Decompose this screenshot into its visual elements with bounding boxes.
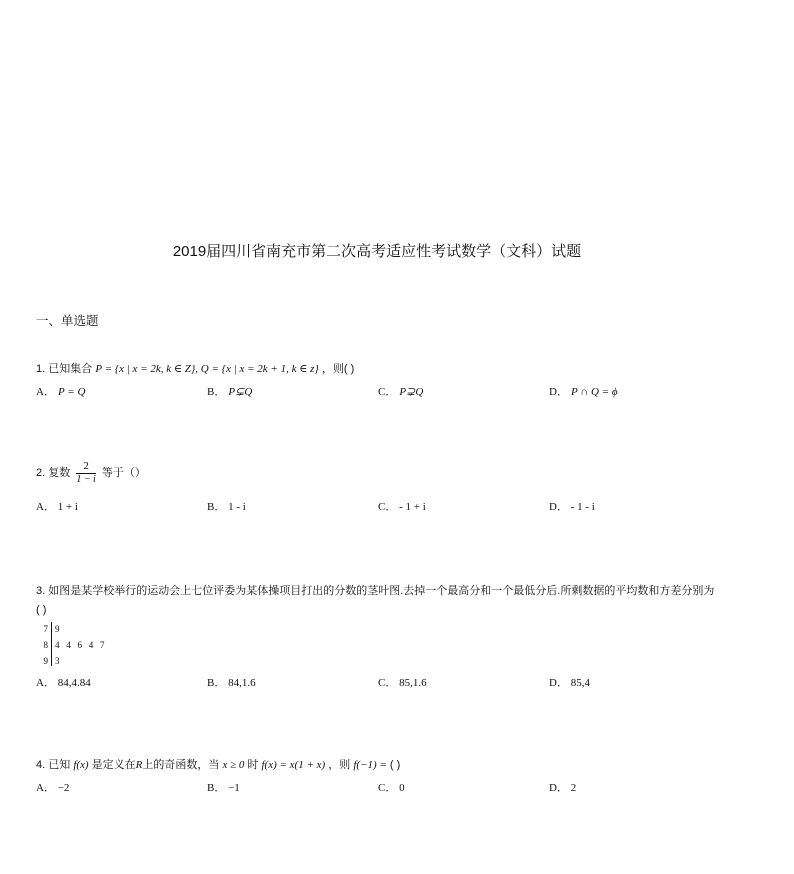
stem: 8 [43, 640, 48, 650]
question-text: 已知 [48, 759, 71, 771]
question-1 [36, 360, 354, 376]
question-text: ( ) [389, 759, 401, 771]
math-expression: f(−1) = [353, 759, 387, 771]
question-text: 复数 [48, 466, 71, 479]
question-text: 时 [247, 759, 259, 771]
question-text: ，则( ) [321, 363, 355, 375]
proper-superset-symbol: ⊋ [406, 386, 416, 398]
option-b[interactable]: B． 84,1.6 [207, 677, 256, 689]
math-expression: P = {x | x = 2k, k ∈ Z}, Q = {x | x = 2k + 1, k ∈ z} [95, 363, 319, 375]
leaves: 4 4 6 4 7 [55, 640, 105, 650]
option-c[interactable]: C． 85,1.6 [378, 677, 427, 689]
math-expression: R [135, 759, 143, 771]
question-text: 是定义在 [91, 759, 136, 771]
option-d[interactable]: D． - 1 - i [549, 501, 595, 513]
fraction-denominator: 1 − i [76, 474, 96, 485]
math-expression: x ≥ 0 [222, 759, 245, 771]
option-c[interactable]: C． P⊋Q [378, 386, 424, 398]
proper-subset-symbol: ⊊ [235, 386, 245, 398]
leaves: 9 [55, 624, 60, 634]
question-3-answer-bracket: ( ) [36, 604, 47, 616]
fraction [76, 460, 96, 486]
option-c[interactable]: C． 0 [378, 782, 405, 794]
option-c[interactable]: C． - 1 + i [378, 501, 426, 513]
option-a[interactable]: A． P = Q [36, 386, 86, 398]
option-a[interactable]: A． 84,4.84 [36, 677, 91, 689]
question-text: 已知集合 [48, 363, 93, 375]
leaves: 3 [55, 656, 60, 666]
option-b[interactable]: B． P⊊Q [207, 386, 253, 398]
page-title: 2019届四川省南充市第二次高考适应性考试数学（文科）试题 [172, 243, 582, 260]
stem: 9 [43, 656, 48, 666]
option-a[interactable]: A． −2 [36, 782, 70, 794]
question-number: 3. [36, 585, 46, 597]
question-number: 2. [36, 466, 46, 479]
question-4 [36, 756, 400, 772]
option-d[interactable]: D． P ∩ Q = ϕ [549, 386, 618, 398]
question-number: 1. [36, 363, 46, 375]
question-3 [36, 582, 714, 598]
option-b[interactable]: B． −1 [207, 782, 240, 794]
option-a[interactable]: A． 1 + i [36, 501, 78, 513]
math-expression: f(x) = x(1 + x) [261, 759, 326, 771]
option-d[interactable]: D． 2 [549, 782, 577, 794]
question-text: ，则 [328, 759, 351, 771]
section-heading: 一、单选题 [36, 314, 99, 328]
stem: 7 [43, 624, 48, 634]
question-number: 4. [36, 759, 46, 771]
fraction-numerator: 2 [76, 460, 96, 474]
question-2 [36, 460, 146, 486]
option-b[interactable]: B． 1 - i [207, 501, 246, 513]
question-text: 等于（） [101, 466, 146, 479]
option-d[interactable]: D． 85,4 [549, 677, 590, 689]
stem-leaf-divider [51, 622, 52, 666]
question-text: 如图是某学校举行的运动会上七位评委为某体操项目打出的分数的茎叶图.去掉一个最高分和一个最低分后.所剩数据的平均数和方差分别为 [48, 585, 715, 597]
math-expression: f(x) [73, 759, 89, 771]
question-text: 上的奇函数，当 [142, 759, 220, 771]
